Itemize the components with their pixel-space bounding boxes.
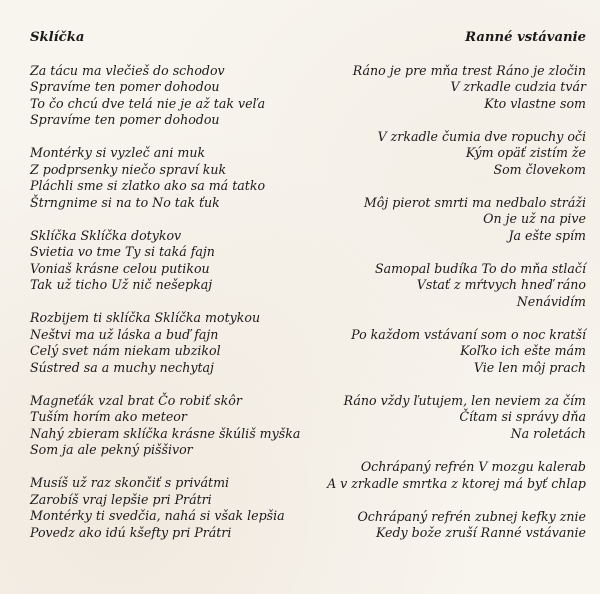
verse-line: Voniaš krásne celou putikou xyxy=(30,260,210,276)
verse-line: Spravíme ten pomer dohodou xyxy=(30,112,220,127)
stanza xyxy=(30,63,330,129)
verse-line: Vie len môj prach xyxy=(473,359,586,375)
verse-line: Montérky si vyzleč ani muk xyxy=(30,145,206,161)
verse-line: Sústred sa a muchy nechytaj xyxy=(30,359,214,375)
stanza xyxy=(286,459,586,492)
verse-line: To čo chcú dve telá nie je až tak veľa xyxy=(30,95,266,111)
verse-line: Musíš už raz skončiť s privátmi xyxy=(30,475,230,491)
verse-line: Celý svet nám niekam ubzikol xyxy=(30,343,221,359)
verse-line: Neštvi ma už láska a buď fajn xyxy=(30,326,219,342)
poem-sklicka xyxy=(30,30,330,558)
verse-line: Magneťák vzal brat Čo robiť skôr xyxy=(30,392,242,408)
stanza-list xyxy=(30,63,330,542)
stanza xyxy=(30,145,330,211)
verse-line: V zrkadle čumia dve ropuchy oči xyxy=(377,128,586,144)
verse-line: Pláchli sme si zlatko ako sa má tatko xyxy=(30,178,266,194)
verse-line: Sklíčka Sklíčka dotykov xyxy=(30,227,182,243)
verse-line: Nenávidím xyxy=(516,293,586,309)
stanza xyxy=(286,129,586,179)
verse-line: Z podprsenky niečo spraví kuk xyxy=(30,161,227,177)
verse-line: Ochrápaný refrén zubnej kefky znie xyxy=(357,508,586,524)
stanza xyxy=(30,228,330,294)
verse-line: Za tácu ma vlečieš do schodov xyxy=(30,62,225,78)
verse-line: Kedy bože zruší Ranné vstávanie xyxy=(375,525,586,541)
verse-line: Povedz ako idú kšefty pri Prátri xyxy=(30,524,232,540)
verse-line: Po každom vstávaní som o noc kratší xyxy=(351,326,586,342)
verse-line: Ráno vždy ľutujem, len neviem za čím xyxy=(343,392,586,408)
poem-title: Ranné vstávanie xyxy=(465,30,586,45)
verse-line: Rozbijem ti sklíčka Sklíčka motykou xyxy=(30,310,261,326)
verse-line: Ráno je pre mňa trest Ráno je zločin xyxy=(352,62,586,78)
verse-line: Samopal budíka To do mňa stlačí xyxy=(374,260,586,276)
verse-line: Môj pierot smrti ma nedbalo stráži xyxy=(363,194,586,210)
verse-line: Ja ešte spím xyxy=(508,227,586,243)
verse-line: Na roletách xyxy=(510,425,586,441)
verse-line: A v zrkadle smrtka z ktorej má byť chlap xyxy=(327,475,586,491)
stanza xyxy=(286,509,586,542)
verse-line: Ochrápaný refrén V mozgu kalerab xyxy=(360,459,586,475)
stanza xyxy=(286,195,586,245)
verse-line: On je už na pive xyxy=(483,211,586,227)
verse-line: Montérky ti svedčia, nahá si však lepšia xyxy=(30,508,285,524)
verse-line: Štrngnime si na to No tak ťuk xyxy=(30,194,220,210)
stanza xyxy=(30,310,330,376)
verse-line: Spravíme ten pomer dohodou xyxy=(30,79,220,94)
stanza-list xyxy=(286,63,586,542)
verse-line: Kto vlastne som xyxy=(484,95,586,111)
stanza xyxy=(286,261,586,311)
stanza xyxy=(286,327,586,377)
verse-line: Svietia vo tme Ty si taká fajn xyxy=(30,244,215,260)
stanza xyxy=(30,393,330,459)
poem-title: Sklíčka xyxy=(30,30,85,45)
poem-ranne-vstavanie xyxy=(286,30,586,558)
verse-line: Som ja ale pekný piššivor xyxy=(30,442,193,458)
verse-line: Som človekom xyxy=(493,161,586,177)
verse-line: V zrkadle cudzia tvár xyxy=(450,79,586,94)
verse-line: Tak už ticho Už nič nešepkaj xyxy=(30,277,213,293)
verse-line: Vstať z mŕtvych hneď ráno xyxy=(416,277,586,293)
stanza xyxy=(286,393,586,443)
stanza xyxy=(30,475,330,541)
verse-line: Tuším horím ako meteor xyxy=(30,409,187,425)
stanza xyxy=(286,63,586,113)
verse-line: Zarobíš vraj lepšie pri Prátri xyxy=(30,491,212,507)
verse-line: Koľko ich ešte mám xyxy=(460,343,586,359)
verse-line: Čítam si správy dňa xyxy=(459,409,586,425)
verse-line: Nahý zbieram sklíčka krásne škúliš myška xyxy=(30,425,301,441)
verse-line: Kým opäť zistím že xyxy=(465,145,586,161)
